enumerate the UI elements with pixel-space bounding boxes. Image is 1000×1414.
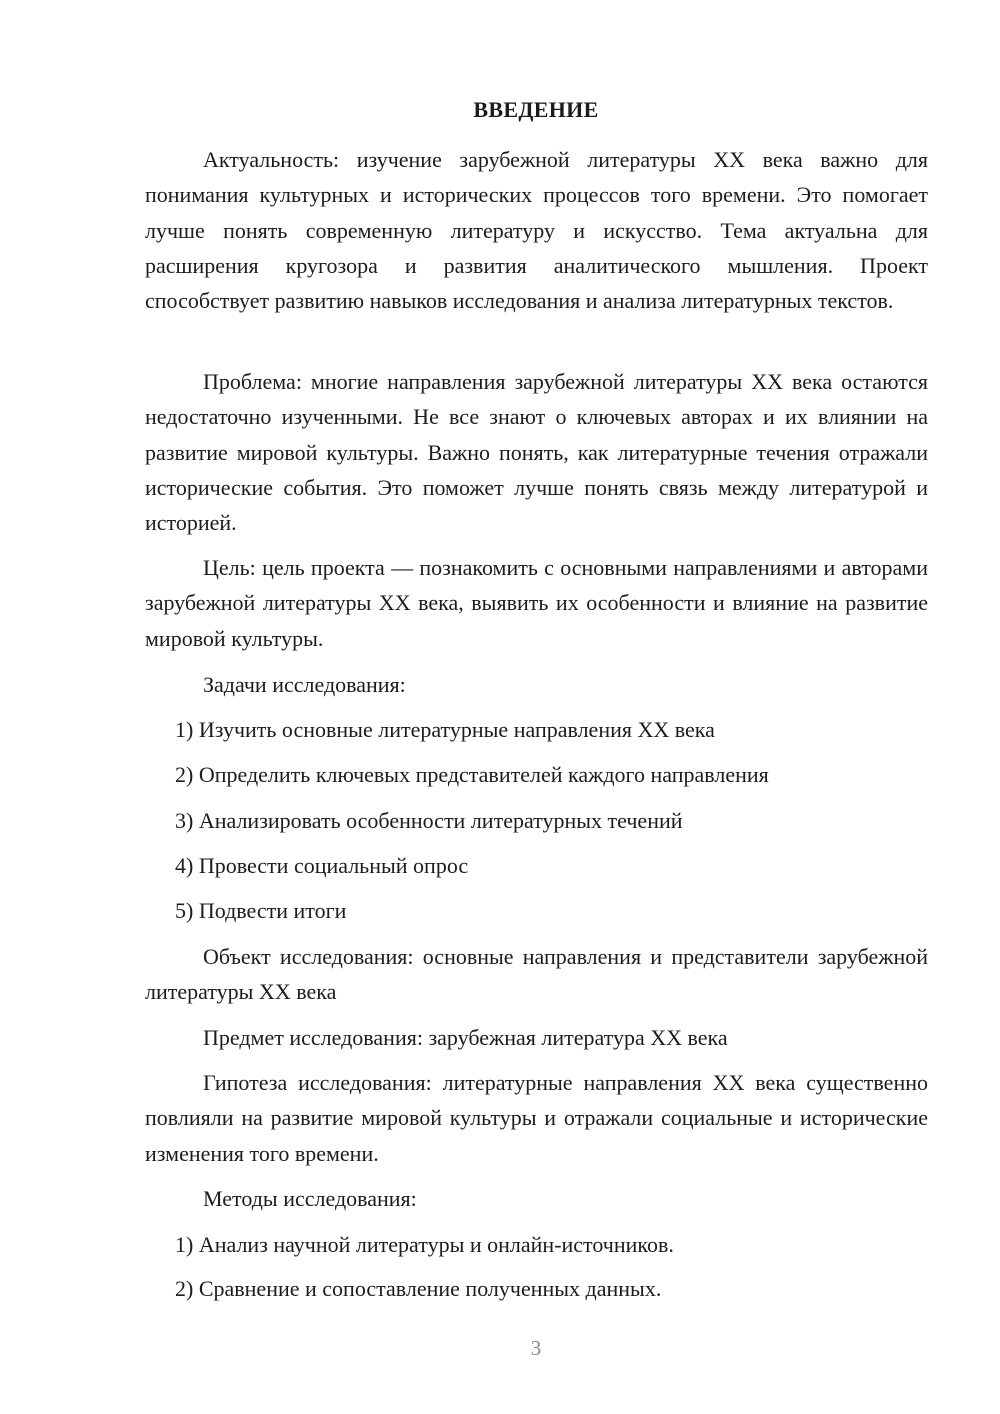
hypothesis-paragraph xyxy=(145,1065,928,1171)
relevance-paragraph xyxy=(145,142,928,318)
hypothesis-text: Гипотеза исследования: литературные направления XX века существенно повлияли на развитие мировой культуры и отражали социальные и исторические изменения того времени. xyxy=(145,1070,928,1166)
object-text: Объект исследования: основные направления и представители зарубежной литературы XX века xyxy=(145,944,928,1005)
task-item: 4) Провести социальный опрос xyxy=(175,853,469,878)
subject-paragraph xyxy=(145,1020,928,1055)
task-item: 3) Анализировать особенности литературных течений xyxy=(175,808,683,833)
goal-text: Цель: цель проекта — познакомить с основными направлениями и авторами зарубежной литературы XX века, выявить их особенности и влияние на развитие мировой культуры. xyxy=(145,555,928,651)
method-item: 1) Анализ научной литературы и онлайн-источников. xyxy=(175,1232,674,1257)
problem-text: Проблема: многие направления зарубежной литературы XX века остаются недостаточно изученными. Не все знают о ключевых авторах и их влиянии на развитие мировой культуры. Важно понять, как литературные течения отражали исторические события. Это поможет лучше понять связь между литературой и историей. xyxy=(145,369,928,536)
problem-paragraph xyxy=(145,364,928,540)
object-paragraph xyxy=(145,939,928,1010)
tasks-title: Задачи исследования: xyxy=(203,672,406,697)
relevance-text: Актуальность: изучение зарубежной литературы XX века важно для понимания культурных и исторических процессов того времени. Это помогает лучше понять современную литературу и искусство. Тема актуальна для расширения кругозора и развития аналитического мышления. Проект способствует развитию навыков исследования и анализа литературных текстов. xyxy=(145,147,928,314)
methods-title-block xyxy=(145,1181,928,1216)
goal-paragraph xyxy=(145,550,928,656)
page-number: 3 xyxy=(530,1336,542,1360)
subject-text: Предмет исследования: зарубежная литература XX века xyxy=(203,1025,728,1050)
methods-title: Методы исследования: xyxy=(203,1186,417,1211)
method-item: 2) Сравнение и сопоставление полученных данных. xyxy=(175,1276,662,1301)
section-heading: ВВЕДЕНИЕ xyxy=(473,97,599,122)
tasks-title-block xyxy=(145,667,928,702)
task-item: 2) Определить ключевых представителей каждого направления xyxy=(175,762,769,787)
task-item: 1) Изучить основные литературные направления XX века xyxy=(175,717,715,742)
task-item: 5) Подвести итоги xyxy=(175,898,347,923)
